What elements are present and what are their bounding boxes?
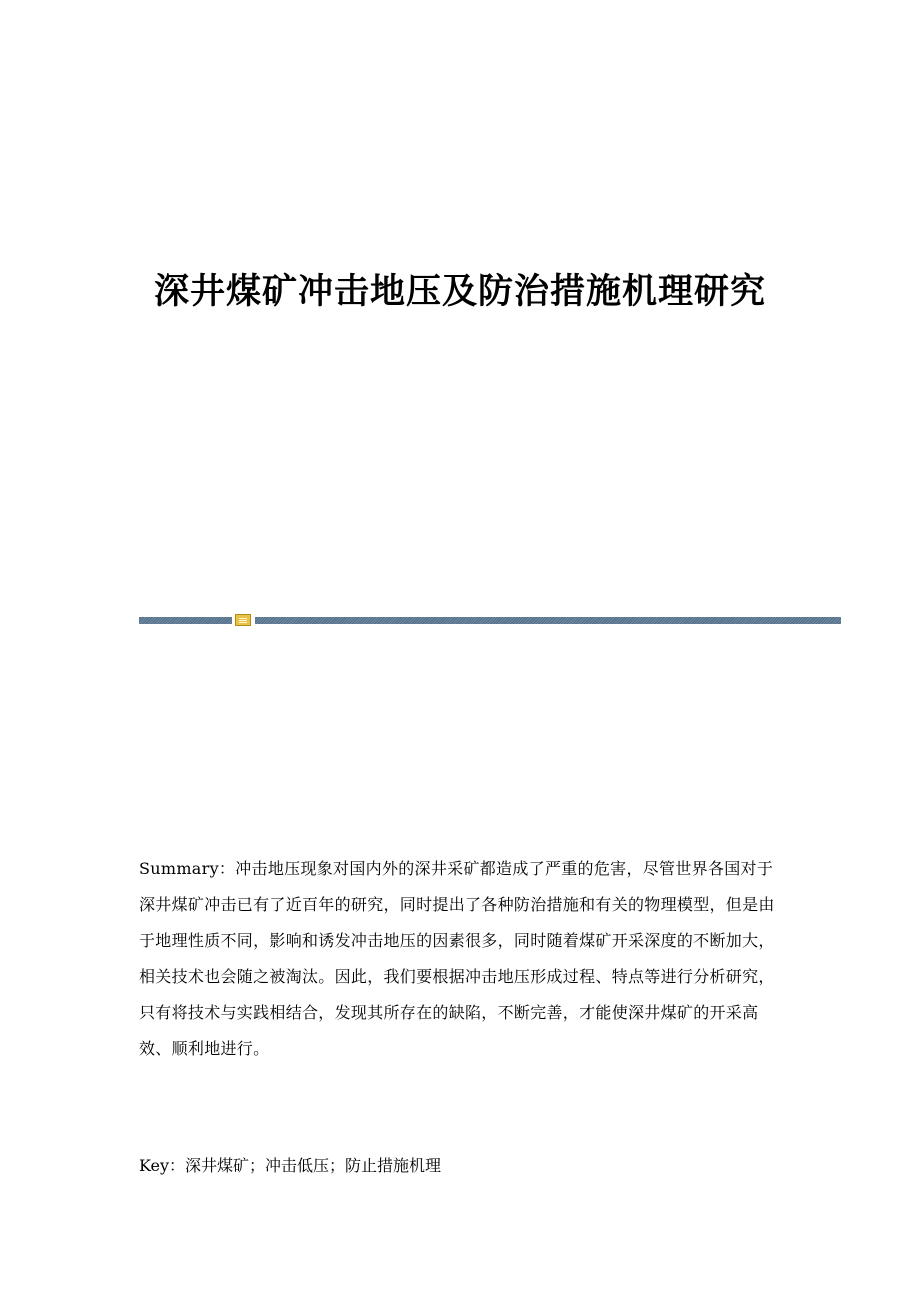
divider-bar-right: [255, 617, 841, 624]
summary-paragraph: [139, 851, 789, 1067]
keywords-text: 深井煤矿；冲击低压；防止措施机理: [185, 1156, 442, 1175]
section-divider: [139, 614, 841, 626]
divider-ornament-icon: [235, 614, 251, 626]
summary-text: 冲击地压现象对国内外的深井采矿都造成了严重的危害，尽管世界各国对于深井煤矿冲击已有了近百年的研究，同时提出了各种防治措施和有关的物理模型，但是由于地理性质不同，影响和诱发冲击地压的因素很多，同时随着煤矿开采深度的不断加大，相关技术也会随之被淘汰。因此，我们要根据冲击地压形成过程、特点等进行分析研究，只有将技术与实践相结合，发现其所存在的缺陷，不断完善，才能使深井煤矿的开采高效、顺利地进行。: [139, 859, 775, 1058]
summary-section: [139, 851, 789, 1067]
keywords-line: [139, 1148, 789, 1184]
divider-bar-left: [139, 617, 232, 624]
summary-label: Summary：: [139, 859, 236, 878]
document-title: 深井煤矿冲击地压及防治措施机理研究: [153, 272, 766, 312]
keywords-label: Key：: [139, 1156, 186, 1175]
